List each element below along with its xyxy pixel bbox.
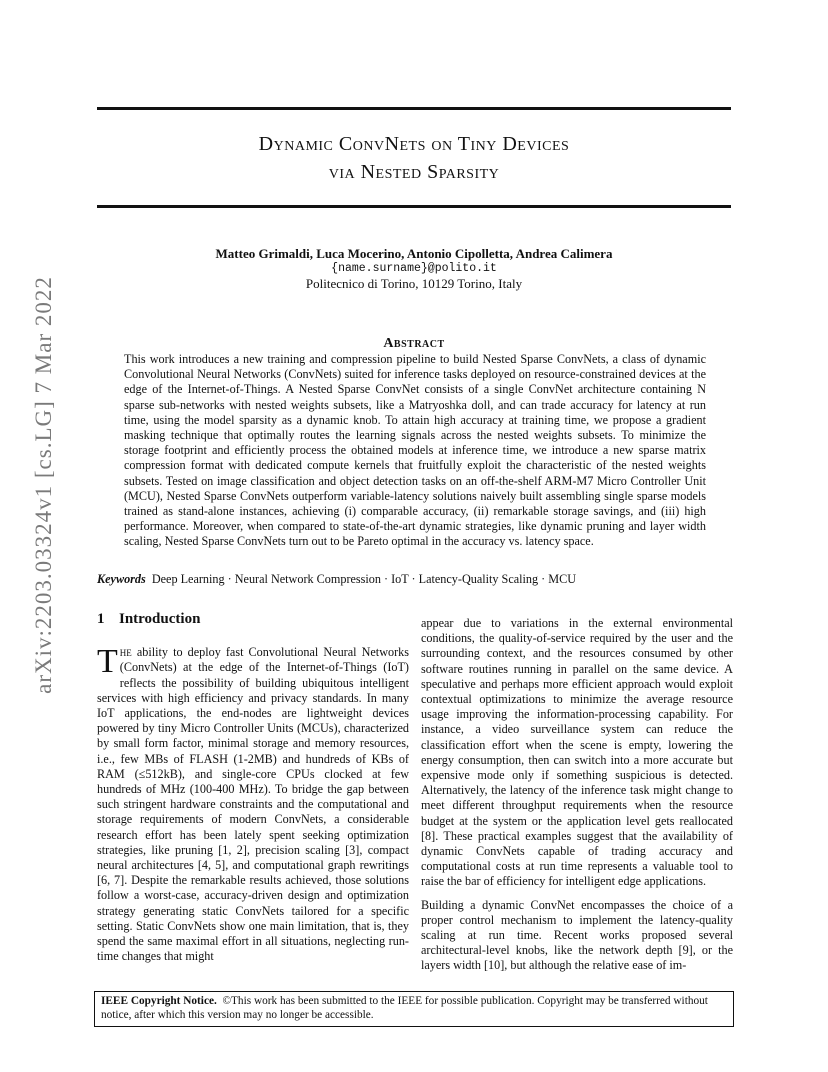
keywords-label: Keywords [97,572,146,586]
author-names: Matteo Grimaldi, Luca Mocerino, Antonio Cipolletta, Andrea Calimera [215,246,613,261]
intro-paragraph-1-text: ability to deploy fast Convolutional Neural Networks (ConvNets) at the edge of the Internet-of-Things (IoT) reflects the possibility of building ubiquitous intelligent services with high efficiency and privacy standards. In many IoT applications, the end-nodes are lightweight devices powered by tiny Micro Controller Units (MCUs), characterized by small form factor, minimal storage and memory resources, i.e., few MBs of FLASH (1-2MB) and hundreds of KBs of RAM (≤512kB), and single-core CPUs clocked at few hundreds of MHz (100-400 MHz). To bridge the gap between such stringent hardware constraints and the computational and storage requirements of modern ConvNets, a considerable research effort has been lately spent seeking optimization strategies, like pruning [1, 2], precision scaling [3], compact neural architectures [4, 5], and computational graph rewritings [6, 7]. Despite the remarkable results achieved, those solutions follow a worst-case, accuracy-driven design and optimization strategy generating static ConvNets tailored for a specific setting. Static ConvNets show one main limitation, that is, they spend the same maximal effort in all situations, neglecting run-time changes that might [97,645,409,964]
intro-paragraph-1 [97,645,409,964]
section-number: 1 [97,611,105,627]
keywords-line [97,572,731,587]
drop-cap-smallcaps: he [119,645,132,660]
intro-paragraph-2: appear due to variations in the external environmental conditions, the quality-of-service required by the user and the surrounding context, and the resources consumed by other software routines running in parallel on the same device. A speculative and perhaps more efficient approach would exploit contextual optimizations to minimize the average resource usage improving the information-processing capability. For instance, a video surveillance system can reduce the classification effort when the scene is empty, lowering the energy consumption, then can switch into a more accurate but expensive mode only if something suspicious is detected. Alternatively, the latency of the inference task might change to meet different throughput requirements when the resource budget at the system or the application level gets reallocated [8]. These practical examples suggest that the availability of dynamic ConvNets capable of trading accuracy and computational costs at run time represents a valuable tool to raise the bar of efficiency for intelligent edge applications. [421,616,733,889]
drop-cap-letter: T [97,643,118,681]
title-rule-top [97,107,731,110]
intro-left-column [97,612,409,964]
paper-title [97,130,731,186]
copyright-notice-label: IEEE Copyright Notice. [101,995,217,1007]
arxiv-identifier [20,276,68,694]
author-block [97,246,731,291]
author-affiliation: Politecnico di Torino, 10129 Torino, Italy [305,276,523,291]
title-line-1: Dynamic ConvNets on Tiny Devices [258,133,570,155]
abstract-heading: Abstract [383,336,445,351]
title-rule-bottom [97,205,731,208]
intro-right-column [421,616,733,974]
copyright-notice-text: ©This work has been submitted to the IEEE for possible publication. Copyright may be transferred without notice, after which this version may no longer be accessible. [101,995,708,1022]
arxiv-identifier-text: arXiv:2203.03324v1 [cs.LG] 7 Mar 2022 [31,276,56,694]
keywords-text: Deep Learning · Neural Network Compression · IoT · Latency-Quality Scaling · MCU [151,572,577,586]
copyright-notice [94,991,734,1027]
title-line-2: via Nested Sparsity [328,161,500,183]
section-title: Introduction [119,611,201,627]
abstract-text: This work introduces a new training and compression pipeline to build Nested Sparse ConvNets, a class of dynamic Convolutional Neural Networks (ConvNets) suited for inference tasks deployed on resource-constrained devices at the edge of the Internet-of-Things. A Nested Sparse ConvNet consists of a single ConvNet architecture containing N sparse sub-networks with nested weights subsets, like a Matryoshka doll, and can trade accuracy for latency at run time, using the model sparsity as a dynamic knob. To attain high accuracy at training time, we propose a gradient masking technique that optimally routes the learning signals across the nested weights subsets. To minimize the storage footprint and efficiently process the obtained models at inference time, we introduce a new sparse matrix compression format with dedicated compute kernels that fruitfully exploit the characteristic of the nested weights subsets. Tested on image classification and object detection tasks on an off-the-shelf ARM-M7 Micro Controller Unit (MCU), Nested Sparse ConvNets outperform variable-latency solutions naively built assembling single sparse models trained as stand-alone instances, achieving (i) comparable accuracy, (ii) remarkable storage savings, and (iii) high performance. Moreover, when compared to state-of-the-art dynamic strategies, like dynamic pruning and layer width scaling, Nested Sparse ConvNets turn out to be Pareto optimal in the accuracy vs. latency space. [124,352,706,549]
intro-paragraph-3: Building a dynamic ConvNet encompasses the choice of a proper control mechanism to implement the latency-quality scaling at run time. Recent works proposed several architectural-level knobs, like the network depth [9], or the layers width [10], but although the relative ease of im- [421,897,733,973]
author-email: {name.surname}@polito.it [331,262,497,275]
section-heading-introduction [97,612,409,627]
